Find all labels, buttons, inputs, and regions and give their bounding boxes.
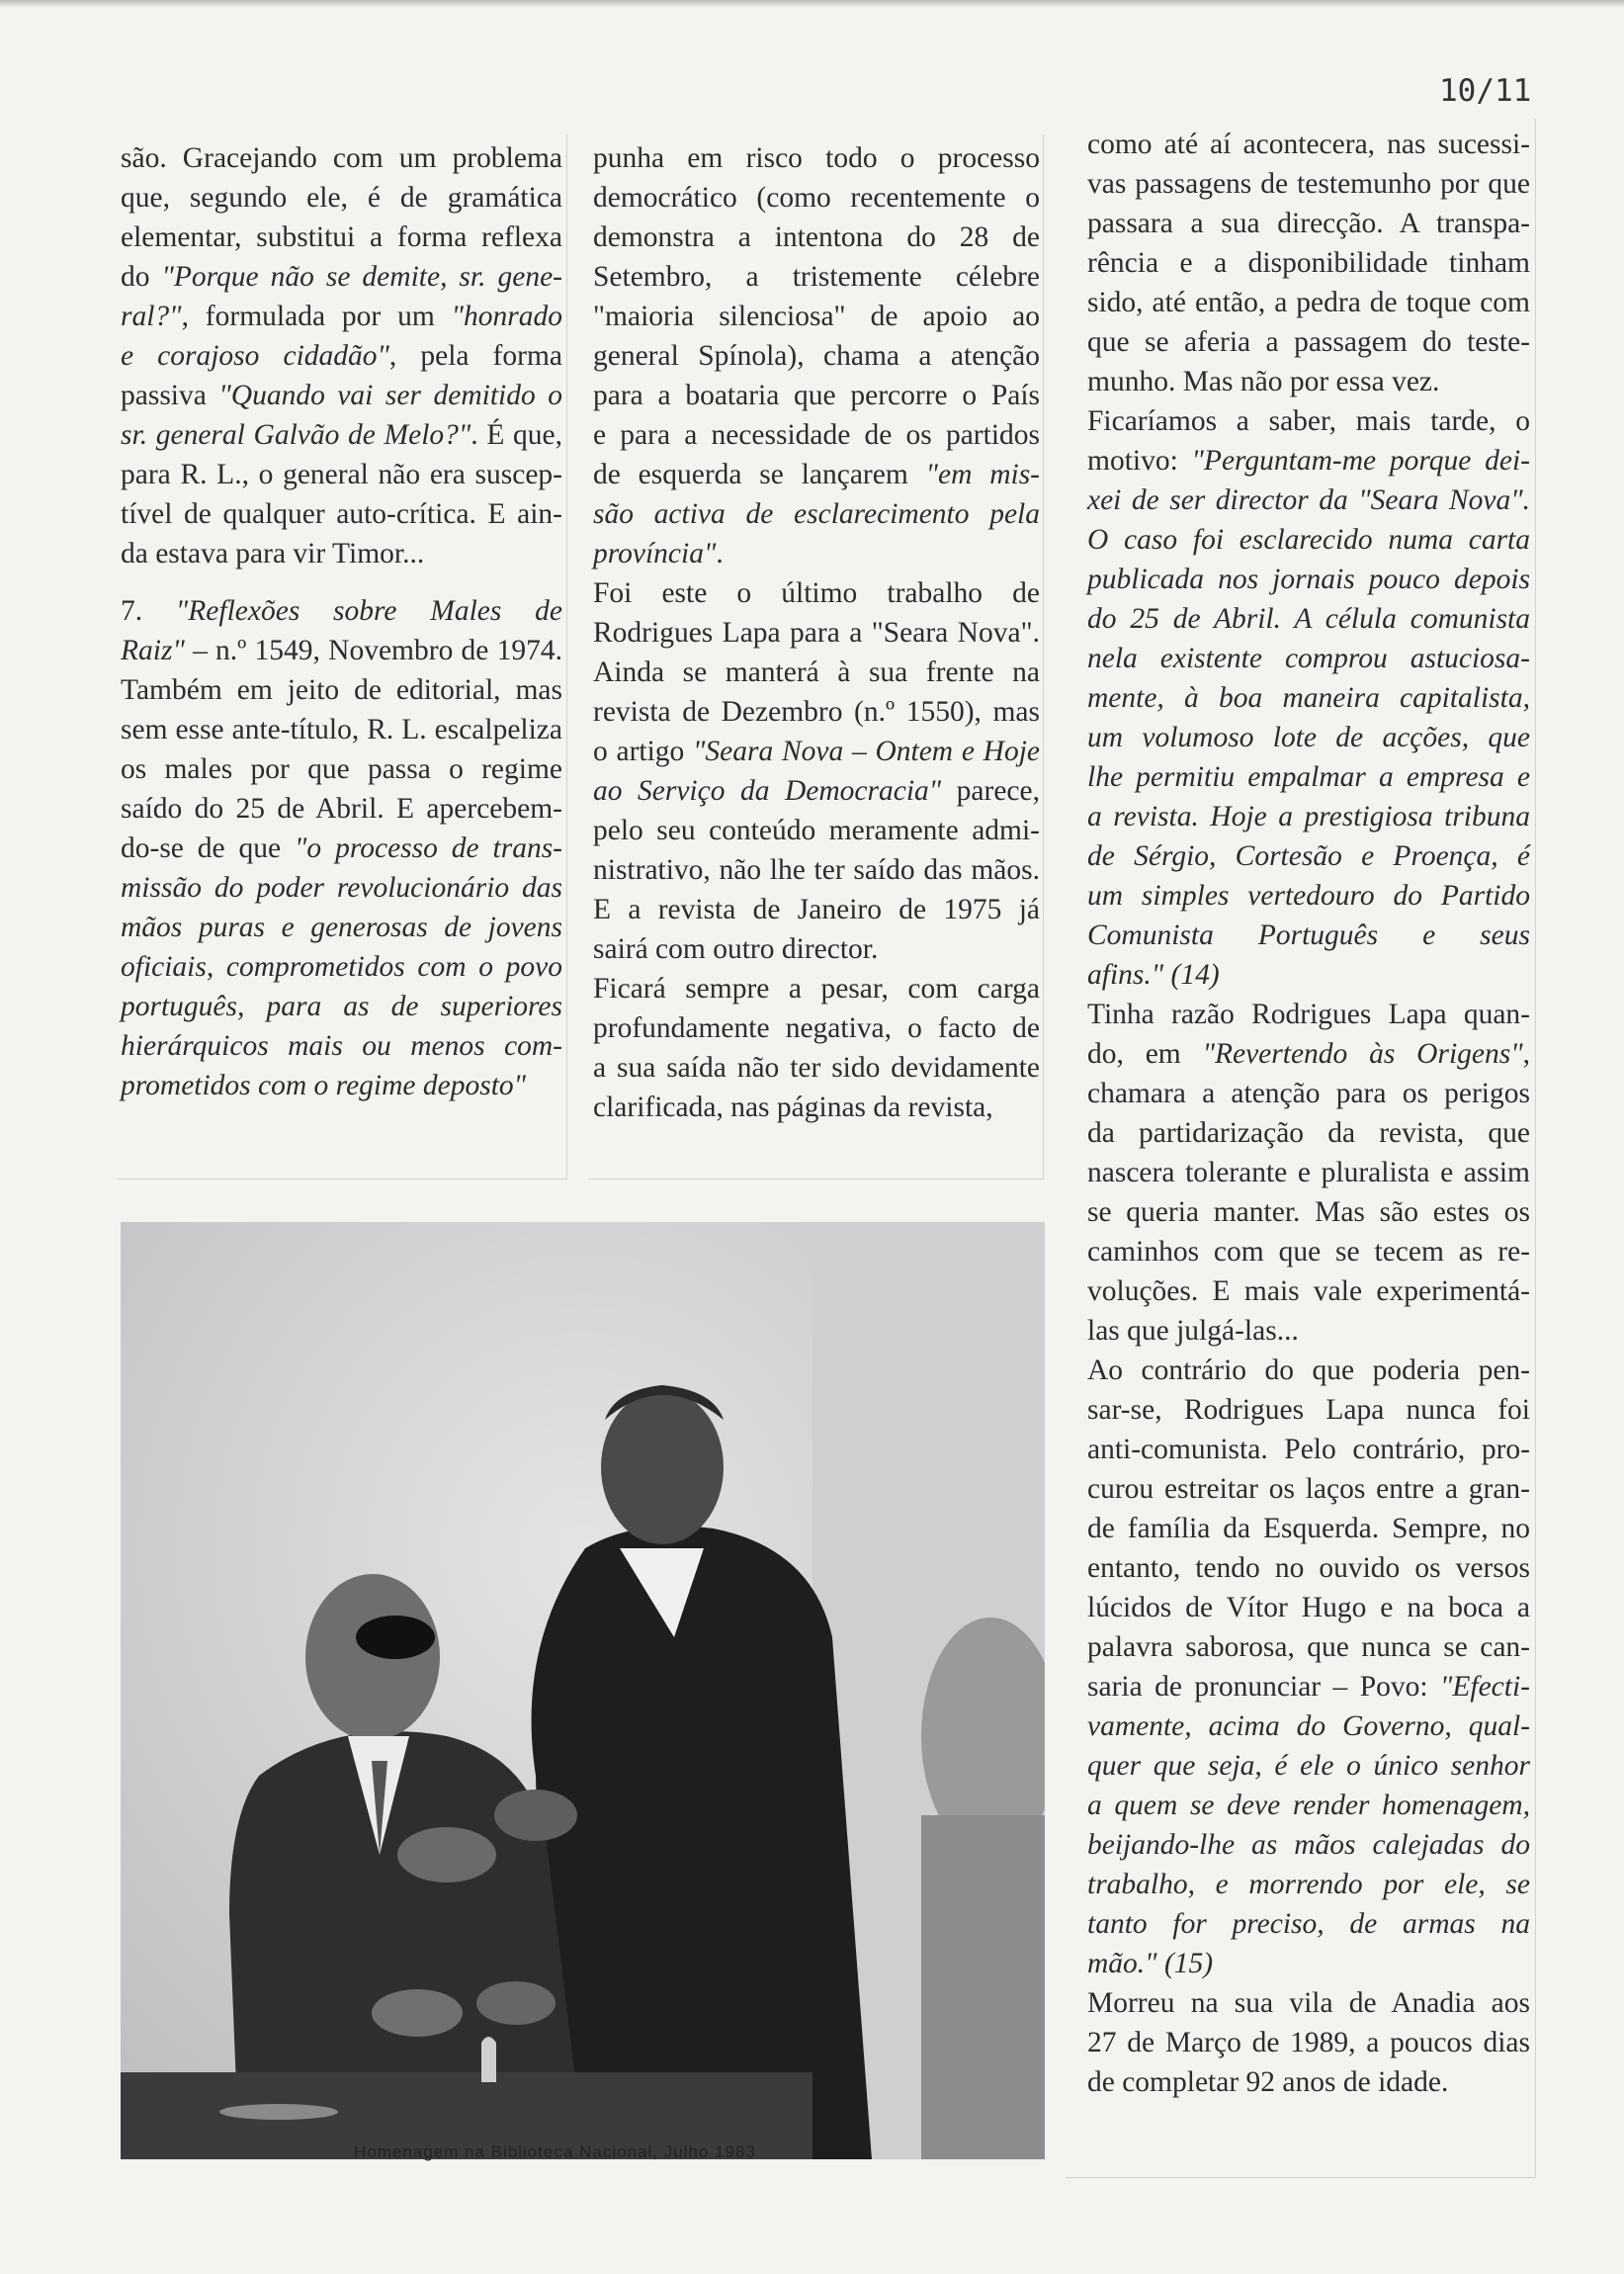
text-line: o artigo "Seara Nova – Ontem e Hoje bbox=[593, 736, 1040, 767]
text-line: sem esse ante-título, R. L. escalpeliza bbox=[121, 714, 562, 745]
text-line: a sua saída não ter sido devidamente bbox=[593, 1052, 1040, 1084]
column2-paragraph-3 bbox=[593, 969, 1040, 1127]
photo-illustration bbox=[121, 1222, 1045, 2159]
text-line: 27 de Março de 1989, a poucos dias bbox=[1087, 2027, 1530, 2058]
text-line: de família da Esquerda. Sempre, no bbox=[1087, 1513, 1530, 1544]
text-line: para a boataria que percorre o País bbox=[593, 380, 1040, 411]
text-line: Setembro, a tristemente célebre bbox=[593, 261, 1040, 293]
text-line: da partidarização da revista, que bbox=[1087, 1117, 1530, 1149]
text-line: clarificada, nas páginas da revista, bbox=[593, 1092, 993, 1123]
text-line: elementar, substitui a forma reflexa bbox=[121, 221, 562, 253]
text-line: são. Gracejando com um problema bbox=[121, 142, 562, 174]
text-line: Raiz" – n.º 1549, Novembro de 1974. bbox=[121, 635, 562, 666]
text-line: passiva "Quando vai ser demitido o bbox=[121, 380, 562, 411]
text-line: palavra saborosa, que nunca se can- bbox=[1087, 1631, 1530, 1663]
text-line: do-se de que "o processo de trans- bbox=[121, 832, 562, 864]
text-line: Ficaríamos a saber, mais tarde, o bbox=[1087, 405, 1530, 437]
text-line: beijando-lhe as mãos calejadas do bbox=[1087, 1829, 1530, 1861]
text-line: 7. "Reflexões sobre Males de bbox=[121, 595, 562, 627]
text-line: saído do 25 de Abril. E apercebem- bbox=[121, 793, 562, 825]
text-line: e corajoso cidadão", pela forma bbox=[121, 340, 562, 372]
text-line: munho. Mas não por essa vez. bbox=[1087, 366, 1440, 397]
text-line: mãos puras e generosas de jovens bbox=[121, 912, 562, 943]
text-line: sr. general Galvão de Melo?". É que, bbox=[121, 419, 562, 451]
text-line: general Spínola), chama a atenção bbox=[593, 340, 1040, 372]
text-line: entanto, tendo no ouvido os versos bbox=[1087, 1552, 1530, 1584]
text-line: sido, até então, a pedra de toque com bbox=[1087, 287, 1530, 318]
text-line: do "Porque não se demite, sr. gene- bbox=[121, 261, 563, 293]
text-line: motivo: "Perguntam-me porque dei- bbox=[1087, 445, 1530, 477]
text-line: para R. L., o general não era suscep- bbox=[121, 459, 562, 490]
text-line: afins." (14) bbox=[1087, 959, 1220, 991]
text-line: sairá com outro director. bbox=[593, 933, 879, 965]
text-line: a quem se deve render homenagem, bbox=[1087, 1790, 1530, 1821]
text-line: voluções. E mais vale experimentá- bbox=[1087, 1275, 1530, 1307]
text-line: se queria manter. Mas são estes os bbox=[1087, 1196, 1530, 1228]
text-line: Ao contrário do que poderia pen- bbox=[1087, 1355, 1530, 1386]
text-line: passara a sua direcção. A transpa- bbox=[1087, 208, 1530, 239]
text-line: anti-comunista. Pelo contrário, pro- bbox=[1087, 1434, 1530, 1465]
text-line: são activa de esclarecimento pela bbox=[593, 498, 1040, 530]
text-line: e para a necessidade de os partidos bbox=[593, 419, 1040, 451]
text-line: oficiais, comprometidos com o povo bbox=[121, 951, 562, 983]
text-line: a revista. Hoje a prestigiosa tribuna bbox=[1087, 801, 1530, 832]
column1-paragraph-1 bbox=[121, 138, 562, 573]
text-line: saria de pronunciar – Povo: "Efecti- bbox=[1087, 1671, 1530, 1703]
text-line: publicada nos jornais pouco depois bbox=[1087, 564, 1530, 595]
text-line: ao Serviço da Democracia" parece, bbox=[593, 775, 1040, 807]
text-line: mão." (15) bbox=[1087, 1948, 1214, 1979]
text-line: tível de qualquer auto-crítica. E ain- bbox=[121, 498, 562, 530]
text-line: ral?", formulada por um "honrado bbox=[121, 301, 562, 332]
column3-paragraph-4 bbox=[1087, 1351, 1530, 1983]
text-line: nistrativo, não lhe ter saído das mãos. bbox=[593, 854, 1040, 886]
text-line: do 25 de Abril. A célula comunista bbox=[1087, 603, 1530, 635]
text-line: que, segundo ele, é de gramática bbox=[121, 182, 562, 214]
text-line: da estava para vir Timor... bbox=[121, 538, 425, 569]
text-line: Ainda se manterá à sua frente na bbox=[593, 656, 1040, 688]
text-line: demonstra a intentona do 28 de bbox=[593, 221, 1040, 253]
text-line: Morreu na sua vila de Anadia aos bbox=[1087, 1987, 1530, 2019]
text-line: província". bbox=[593, 538, 724, 569]
text-line: missão do poder revolucionário das bbox=[121, 872, 562, 904]
text-line: um simples vertedouro do Partido bbox=[1087, 880, 1530, 912]
text-line: português, para as de superiores bbox=[121, 991, 562, 1022]
text-line: mente, à boa maneira capitalista, bbox=[1087, 682, 1530, 714]
text-line: quer que seja, é ele o único senhor bbox=[1087, 1750, 1530, 1782]
column3-paragraph-3 bbox=[1087, 995, 1530, 1351]
text-line: Ficará sempre a pesar, com carga bbox=[593, 973, 1040, 1005]
text-line: Também em jeito de editorial, mas bbox=[121, 674, 562, 706]
text-line: de completar 92 anos de idade. bbox=[1087, 2066, 1449, 2098]
text-line: os males por que passa o regime bbox=[121, 753, 562, 785]
text-line: "maioria silenciosa" de apoio ao bbox=[593, 301, 1040, 332]
column2-paragraph-1 bbox=[593, 138, 1040, 573]
text-line: vas passagens de testemunho por que bbox=[1087, 168, 1530, 200]
article-column-1 bbox=[121, 138, 562, 1105]
text-line: como até aí acontecera, nas sucessi- bbox=[1087, 129, 1530, 160]
text-line: punha em risco todo o processo bbox=[593, 142, 1040, 174]
column3-paragraph-1 bbox=[1087, 125, 1530, 401]
text-line: democrático (como recentemente o bbox=[593, 182, 1040, 214]
article-column-2 bbox=[593, 138, 1040, 1127]
text-line: vamente, acima do Governo, qual- bbox=[1087, 1710, 1530, 1742]
text-line: Comunista Português e seus bbox=[1087, 919, 1530, 951]
text-line: revista de Dezembro (n.º 1550), mas bbox=[593, 696, 1040, 728]
article-column-3 bbox=[1087, 125, 1530, 2102]
text-line: sar-se, Rodrigues Lapa nunca foi bbox=[1087, 1394, 1530, 1426]
text-line: que se aferia a passagem do teste- bbox=[1087, 326, 1530, 358]
text-line: prometidos com o regime deposto" bbox=[121, 1070, 527, 1101]
text-line: profundamente negativa, o facto de bbox=[593, 1012, 1040, 1044]
text-line: caminhos com que se tecem as re- bbox=[1087, 1236, 1530, 1268]
text-line: rência e a disponibilidade tinham bbox=[1087, 247, 1530, 279]
text-line: lúcidos de Vítor Hugo e na boca a bbox=[1087, 1592, 1530, 1623]
text-line: xei de ser director da "Seara Nova". bbox=[1087, 484, 1530, 516]
page-number: 10/11 bbox=[1439, 73, 1532, 109]
text-line: nascera tolerante e pluralista e assim bbox=[1087, 1157, 1530, 1188]
text-line: pelo seu conteúdo meramente admi- bbox=[593, 815, 1040, 846]
column3-paragraph-2 bbox=[1087, 401, 1530, 995]
text-line: O caso foi esclarecido numa carta bbox=[1087, 524, 1530, 556]
text-line: hierárquicos mais ou menos com- bbox=[121, 1030, 562, 1062]
photograph-homage bbox=[121, 1222, 1045, 2159]
text-line: curou estreitar os laços entre a gran- bbox=[1087, 1473, 1530, 1505]
scan-top-edge bbox=[0, 0, 1624, 8]
text-line: Tinha razão Rodrigues Lapa quan- bbox=[1087, 999, 1530, 1030]
text-line: lhe permitiu empalmar a empresa e bbox=[1087, 761, 1530, 793]
text-line: do, em "Revertendo às Origens", bbox=[1087, 1038, 1530, 1070]
text-line: Rodrigues Lapa para a "Seara Nova". bbox=[593, 617, 1040, 649]
text-line: tanto for preciso, de armas na bbox=[1087, 1908, 1530, 1940]
text-line: de esquerda se lançarem "em mis- bbox=[593, 459, 1040, 490]
text-line: de Sérgio, Cortesão e Proença, é bbox=[1087, 840, 1530, 872]
text-line: chamara a atenção para os perigos bbox=[1087, 1078, 1530, 1109]
text-line: um volumoso lote de acções, que bbox=[1087, 722, 1530, 753]
photo-caption: Homenagem na Biblioteca Nacional, Julho 1983 bbox=[354, 2143, 756, 2161]
text-line: E a revista de Janeiro de 1975 já bbox=[593, 894, 1040, 925]
text-line: nela existente comprou astuciosa- bbox=[1087, 643, 1530, 674]
column1-paragraph-2 bbox=[121, 591, 562, 1105]
text-line: las que julgá-las... bbox=[1087, 1315, 1299, 1347]
column3-paragraph-5 bbox=[1087, 1983, 1530, 2102]
text-line: Foi este o último trabalho de bbox=[593, 577, 1040, 609]
text-line: trabalho, e morrendo por ele, se bbox=[1087, 1869, 1530, 1900]
column2-paragraph-2 bbox=[593, 573, 1040, 969]
